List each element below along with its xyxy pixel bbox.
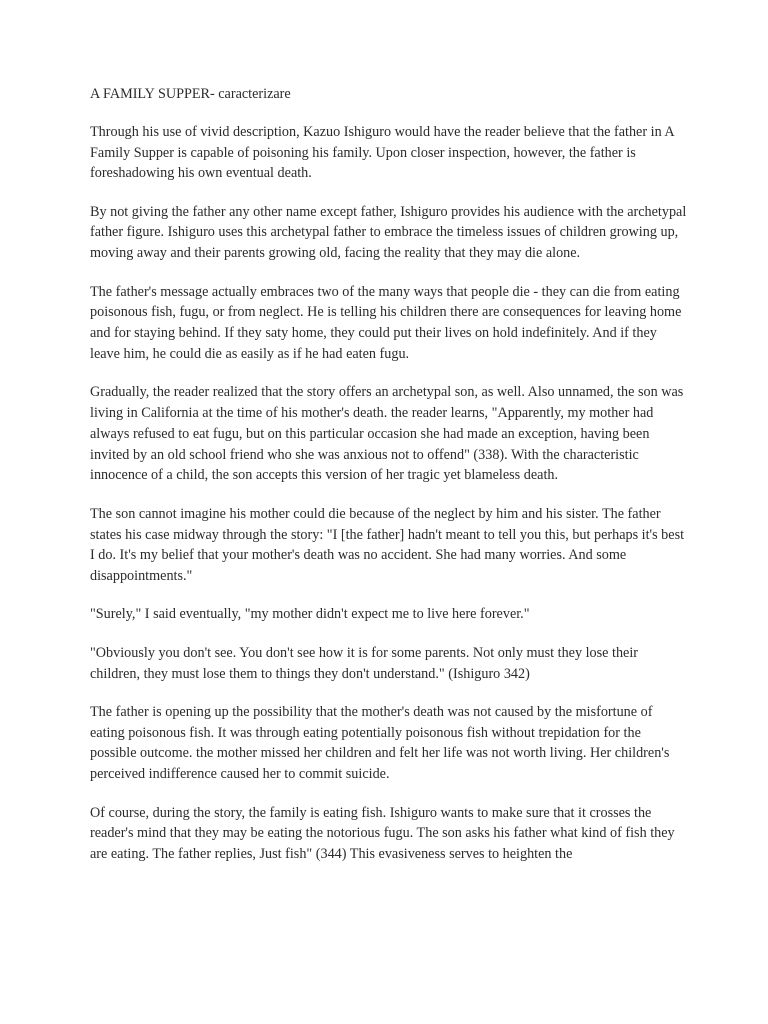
- paragraph-1: Through his use of vivid description, Kazuo Ishiguro would have the reader believe that the father in A Family Supper is capable of poisoning his family. Upon closer inspection, however, the father is foreshadowing his own eventual death.: [90, 123, 674, 182]
- paragraph-6: "Surely," I said eventually, "my mother didn't expect me to live here forever.": [90, 606, 530, 623]
- document-title: A FAMILY SUPPER- caracterizare: [90, 86, 291, 102]
- document-page: [90, 84, 690, 882]
- paragraph-2: By not giving the father any other name except father, Ishiguro provides his audience with the archetypal father figure. Ishiguro uses this archetypal father to embrace the timeless issues of children growing up, moving away and their parents growing old, facing the reality that they may die alone.: [90, 203, 687, 262]
- paragraph-9: Of course, during the story, the family is eating fish. Ishiguro wants to make sure that it crosses the reader's mind that they may be eating the notorious fugu. The son asks his father what kind of fish they are eating. The father replies, Just fish" (344) This evasiveness serves to heighten the: [90, 804, 675, 863]
- paragraph-4: Gradually, the reader realized that the story offers an archetypal son, as well. Also unnamed, the son was living in California at the time of his mother's death. the reader learns, "Apparently, my mother had always refused to eat fugu, but on this particular occasion she had made an exception, having been invited by an old school friend who she was anxious not to offend" (338). With the characteristic innocence of a child, the son accepts this version of her tragic yet blameless death.: [90, 384, 684, 484]
- paragraph-7: "Obviously you don't see. You don't see how it is for some parents. Not only must they lose their children, they must lose them to things they don't understand." (Ishiguro 342): [90, 644, 639, 682]
- paragraph-3: The father's message actually embraces two of the many ways that people die - they can die from eating poisonous fish, fugu, or from neglect. He is telling his children there are consequences for leaving home and for staying behind. If they saty home, they could put their lives on hold indefinitely. And if they leave him, he could die as easily as if he had eaten fugu.: [90, 283, 682, 362]
- paragraph-8: The father is opening up the possibility that the mother's death was not caused by the misfortune of eating poisonous fish. It was through eating potentially poisonous fish without trepidation for the possible outcome. the mother missed her children and felt her life was not worth living. Her children's perceived indifference caused her to commit suicide.: [90, 703, 670, 783]
- paragraph-5: The son cannot imagine his mother could die because of the neglect by him and his sister. The father states his case midway through the story: "I [the father] hadn't meant to tell you this, but perhaps it's best I do. It's my belief that your mother's death was no accident. She had many worries. And some disappointments.": [90, 505, 685, 585]
